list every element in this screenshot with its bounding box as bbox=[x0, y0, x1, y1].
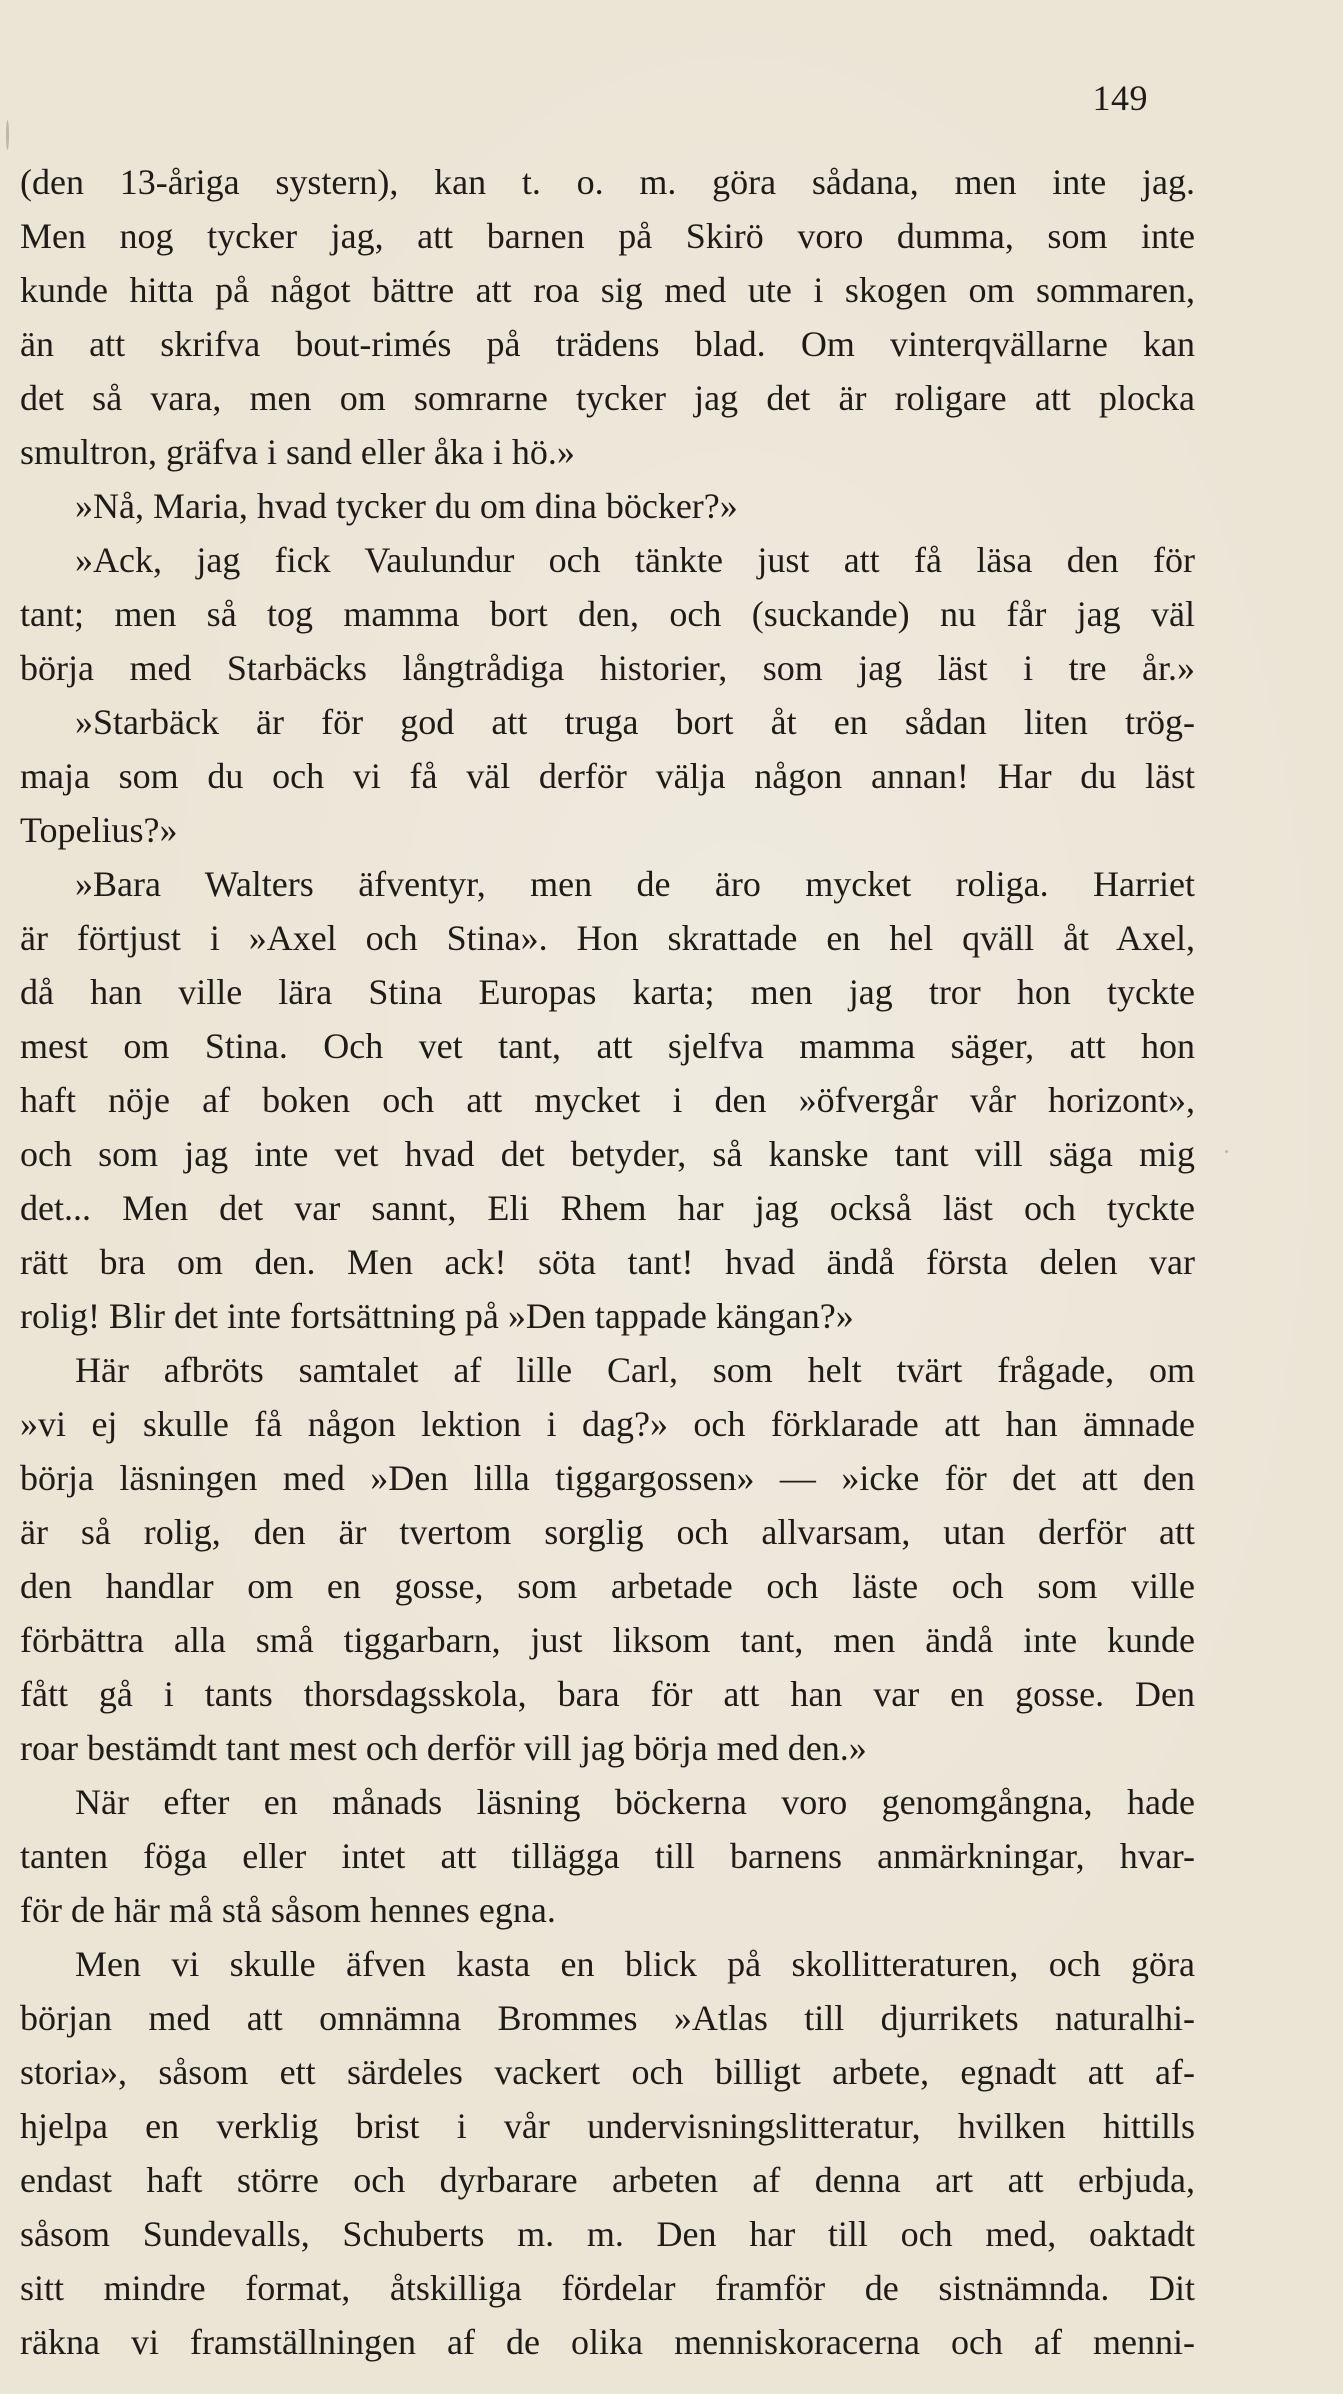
text-line: »Starbäck är för god att truga bort åt en sådan liten trög- bbox=[75, 702, 1195, 742]
text-line: (den 13-åriga systern), kan t. o. m. göra sådana, men inte jag. bbox=[20, 162, 1195, 202]
body-text bbox=[20, 155, 1195, 2369]
text-line: Här afbröts samtalet af lille Carl, som helt tvärt frågade, om bbox=[75, 1350, 1195, 1390]
text-line: Men vi skulle äfven kasta en blick på skollitteraturen, och göra bbox=[75, 1944, 1195, 1984]
text-line: sitt mindre format, åtskilliga fördelar framför de sistnämnda. Dit bbox=[20, 2268, 1195, 2308]
text-line: räkna vi framställningen af de olika menniskoracerna och af menni- bbox=[20, 2322, 1195, 2362]
text-line: är förtjust i »Axel och Stina». Hon skrattade en hel qväll åt Axel, bbox=[20, 918, 1195, 958]
text-line: tant; men så tog mamma bort den, och (suckande) nu får jag väl bbox=[20, 594, 1195, 634]
text-line: storia», såsom ett särdeles vackert och billigt arbete, egnadt att af- bbox=[20, 2052, 1195, 2092]
text-line: börja läsningen med »Den lilla tiggargossen» — »icke för det att den bbox=[20, 1458, 1195, 1498]
text-line: rätt bra om den. Men ack! söta tant! hvad ändå första delen var bbox=[20, 1242, 1195, 1282]
text-line: början med att omnämna Brommes »Atlas till djurrikets naturalhi- bbox=[20, 1998, 1195, 2038]
text-line: då han ville lära Stina Europas karta; men jag tror hon tyckte bbox=[20, 972, 1195, 1012]
text-line: När efter en månads läsning böckerna voro genomgångna, hade bbox=[75, 1782, 1195, 1822]
text-line: endast haft större och dyrbarare arbeten af denna art att erbjuda, bbox=[20, 2160, 1195, 2200]
text-line: det så vara, men om somrarne tycker jag det är roligare att plocka bbox=[20, 378, 1195, 418]
text-line: börja med Starbäcks långtrådiga historier, som jag läst i tre år.» bbox=[20, 648, 1195, 688]
text-line: det... Men det var sannt, Eli Rhem har jag också läst och tyckte bbox=[20, 1188, 1195, 1228]
text-line: än att skrifva bout-rimés på trädens blad. Om vinterqvällarne kan bbox=[20, 324, 1195, 364]
text-line: förbättra alla små tiggarbarn, just liksom tant, men ändå inte kunde bbox=[20, 1620, 1195, 1660]
text-line: kunde hitta på något bättre att roa sig med ute i skogen om sommaren, bbox=[20, 270, 1195, 310]
page-number: 149 bbox=[1092, 78, 1148, 118]
text-line: tanten föga eller intet att tillägga till barnens anmärkningar, hvar- bbox=[20, 1836, 1195, 1876]
text-line: smultron, gräfva i sand eller åka i hö.» bbox=[20, 432, 575, 472]
text-line: rolig! Blir det inte fortsättning på »Den tappade kängan?» bbox=[20, 1296, 854, 1336]
text-line: och som jag inte vet hvad det betyder, så kanske tant vill säga mig bbox=[20, 1134, 1195, 1174]
paper-speck bbox=[1225, 1150, 1228, 1153]
text-line: roar bestämdt tant mest och derför vill jag börja med den.» bbox=[20, 1728, 867, 1768]
text-line: Topelius?» bbox=[20, 810, 178, 850]
text-line: fått gå i tants thorsdagsskola, bara för att han var en gosse. Den bbox=[20, 1674, 1195, 1714]
text-line: haft nöje af boken och att mycket i den »öfvergår vår horizont», bbox=[20, 1080, 1195, 1120]
text-line: Men nog tycker jag, att barnen på Skirö voro dumma, som inte bbox=[20, 216, 1195, 256]
text-line: »Nå, Maria, hvad tycker du om dina böcker?» bbox=[75, 486, 738, 526]
text-line: mest om Stina. Och vet tant, att sjelfva mamma säger, att hon bbox=[20, 1026, 1195, 1066]
text-line: för de här må stå såsom hennes egna. bbox=[20, 1890, 556, 1930]
text-line: hjelpa en verklig brist i vår undervisningslitteratur, hvilken hittills bbox=[20, 2106, 1195, 2146]
text-line: såsom Sundevalls, Schuberts m. m. Den har till och med, oaktadt bbox=[20, 2214, 1195, 2254]
text-line: »Bara Walters äfventyr, men de äro mycket roliga. Harriet bbox=[75, 864, 1195, 904]
text-line: den handlar om en gosse, som arbetade och läste och som ville bbox=[20, 1566, 1195, 1606]
paper-speck bbox=[6, 120, 9, 150]
text-line: maja som du och vi få väl derför välja någon annan! Har du läst bbox=[20, 756, 1195, 796]
text-line: »vi ej skulle få någon lektion i dag?» och förklarade att han ämnade bbox=[20, 1404, 1195, 1444]
text-line: »Ack, jag fick Vaulundur och tänkte just att få läsa den för bbox=[75, 540, 1195, 580]
text-line: är så rolig, den är tvertom sorglig och allvarsam, utan derför att bbox=[20, 1512, 1195, 1552]
